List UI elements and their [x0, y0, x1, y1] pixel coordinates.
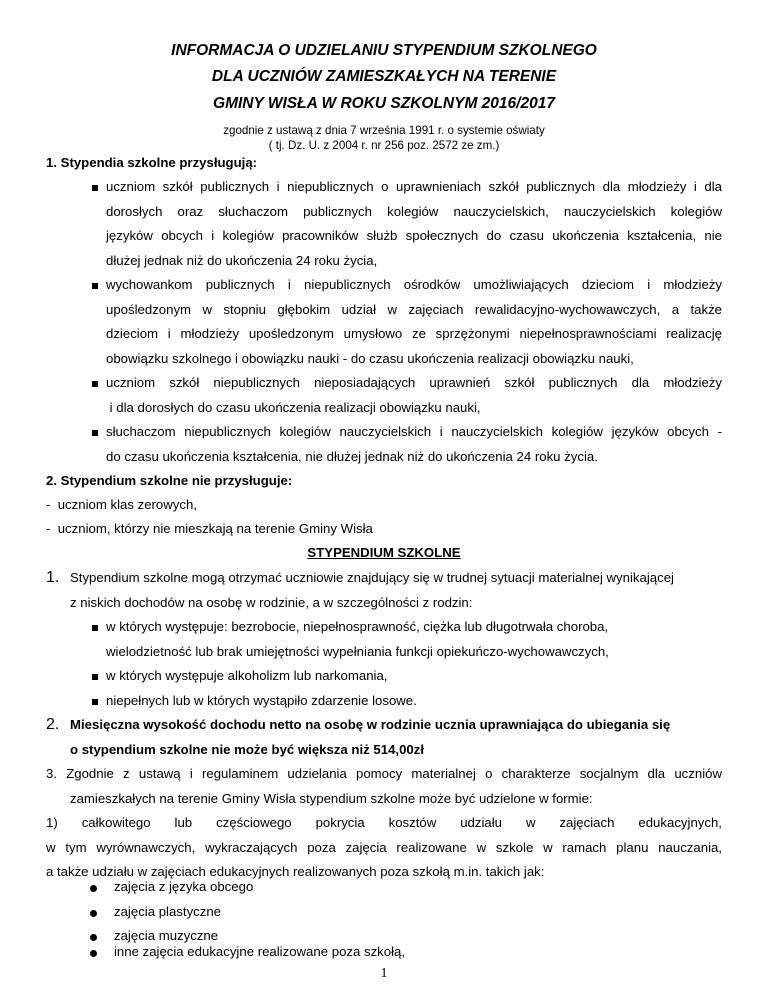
paragraph-3	[46, 762, 722, 885]
list-item-line: w których występuje: bezrobocie, niepełnosprawność, ciężka lub długotrwała choroba,	[106, 619, 609, 634]
square-bullet-icon	[92, 699, 98, 705]
list-item-line: upośledzonym w stopniu głębokim udział w zajęciach rewalidacyjno-wychowawczych, a także	[106, 301, 722, 317]
list-item-line: wielodzietność lub brak umiejętności wypełniania funkcji opiekuńczo-wychowawczych,	[106, 643, 609, 659]
list-item-line: języków obcych i kolegiów pracowników służb społecznych do czasu ukończenia kształcenia, nie	[106, 228, 722, 243]
paragraph1-item-3	[106, 689, 722, 714]
word: edukacyjnych,	[638, 815, 722, 830]
paragraph-line: Stypendium szkolne mogą otrzymać uczniowie znajdujący się w trudnej sytuacji materialnej wynikającej	[70, 570, 674, 585]
section1-item-3	[106, 371, 722, 420]
paragraph-line: Miesięczna wysokość dochodu netto na osobę w rodzinie ucznia uprawniająca do ubiegania się	[70, 717, 671, 732]
word: całkowitego	[81, 815, 151, 830]
subtitle-line-2: ( tj. Dz. U. z 2004 r. nr 256 poz. 2572 ze zm.)	[268, 139, 500, 152]
square-bullet-icon	[92, 625, 98, 631]
section2-item: - uczniom klas zerowych,	[46, 497, 197, 512]
word: pokrycia	[315, 815, 365, 830]
paragraph-line: z niskich dochodów na osobę w rodzinie, a w szczególności z rodzin:	[70, 594, 473, 610]
word: częściowego	[216, 815, 292, 830]
paragraph-line: w tym wyrównawczych, wykraczających poza zajęcia realizowane w szkole w ramach planu nauczania,	[46, 839, 722, 855]
square-bullet-icon	[92, 185, 98, 191]
list-item-line: obowiązku szkolnego i obowiązku nauki - do czasu ukończenia realizacji obowiązku nauki,	[106, 350, 634, 366]
list-item: zajęcia muzyczne	[114, 928, 219, 943]
subtitle	[0, 123, 768, 153]
title-line-3: GMINY WISŁA W ROKU SZKOLNYM 2016/2017	[213, 95, 555, 112]
round-bullet-icon	[90, 950, 97, 957]
word: zajęciach	[559, 815, 615, 830]
paragraph1-item-2	[106, 664, 722, 689]
title-line-1: INFORMACJA O UDZIELANIU STYPENDIUM SZKOLNEGO	[171, 42, 597, 59]
list-item-line: słuchaczom niepublicznych kolegiów nauczycielskich i nauczycielskich kolegiów języków obcych -	[106, 424, 722, 439]
list-item-line: uczniom szkół publicznych i niepublicznych o uprawnieniach szkół publicznych dla młodzieży i dla	[106, 179, 722, 194]
square-bullet-icon	[92, 283, 98, 289]
list-item-line: i dla dorosłych do czasu ukończenia realizacji obowiązku nauki,	[106, 399, 481, 415]
paragraph-line: a także udziału w zajęciach edukacyjnych realizowanych poza szkołą m.in. takich jak:	[46, 864, 545, 879]
list-item-line: do czasu ukończenia kształcenia, nie dłużej jednak niż do ukończenia 24 roku życia.	[106, 448, 598, 464]
list-item: zajęcia plastyczne	[114, 904, 222, 919]
list-item: inne zajęcia edukacyjne realizowane poza szkołą,	[114, 944, 406, 959]
paragraph-line: o stypendium szkolne nie może być większa niż 514,00zł	[70, 741, 424, 757]
section1-item-1	[106, 175, 722, 273]
word: 1)	[46, 815, 58, 830]
word: w	[525, 815, 536, 830]
title-line-2: DLA UCZNIÓW ZAMIESZKAŁYCH NA TERENIE	[211, 68, 557, 85]
word: lub	[174, 815, 193, 830]
paragraph-line-spread	[46, 811, 722, 836]
round-bullet-icon	[90, 885, 97, 892]
list-item-line: dzieciom i młodzieży upośledzonym umysłowo ze sprzężonymi niepełnosprawnościami realizację	[106, 326, 722, 341]
subtitle-line-1: zgodnie z ustawą z dnia 7 września 1991 r. o systemie oświaty	[223, 124, 545, 137]
square-bullet-icon	[92, 381, 98, 387]
paragraph1-item-1	[106, 615, 722, 664]
list-item-line: wychowankom publicznych i niepublicznych ośrodków umożliwiających dzieciom i młodzieży	[106, 277, 722, 292]
section1-item-4	[106, 420, 722, 469]
paragraph-number: 2.	[46, 716, 60, 733]
section2-item: - uczniom, którzy nie mieszkają na terenie Gminy Wisła	[46, 521, 373, 536]
square-bullet-icon	[92, 674, 98, 680]
paragraph-1	[70, 566, 722, 615]
round-bullet-icon	[90, 910, 97, 917]
paragraph-number: 1.	[46, 569, 60, 586]
list-item-line: uczniom szkół niepublicznych nieposiadających uprawnień szkół publicznych dla młodzieży	[106, 375, 722, 390]
section1-item-2	[106, 273, 722, 371]
list-item-line: dłużej jednak niż do ukończenia 24 roku życia,	[106, 252, 378, 268]
list-item-line: dorosłych oraz słuchaczom publicznych kolegiów nauczycielskich, nauczycielskich kolegiów	[106, 203, 722, 219]
page-number: 1	[380, 966, 388, 981]
paragraph-2	[70, 713, 722, 762]
list-item-line: w których występuje alkoholizm lub narkomania,	[106, 668, 388, 683]
list-item: zajęcia z języka obcego	[114, 879, 254, 894]
word: kosztów	[388, 815, 437, 830]
paragraph-line: 3. Zgodnie z ustawą i regulaminem udzielania pomocy materialnej o charakterze socjalnym dla uczniów	[46, 766, 722, 781]
round-bullet-icon	[90, 934, 97, 941]
list-item-line: niepełnych lub w których wystąpiło zdarzenie losowe.	[106, 693, 417, 708]
word: udziału	[460, 815, 503, 830]
section2-heading: 2. Stypendium szkolne nie przysługuje:	[46, 473, 293, 488]
section1-heading: 1. Stypendia szkolne przysługują:	[46, 155, 258, 170]
stypendium-heading: STYPENDIUM SZKOLNE	[307, 545, 461, 560]
paragraph-line: zamieszkałych na terenie Gminy Wisła stypendium szkolne może być udzielone w formie:	[70, 790, 593, 806]
square-bullet-icon	[92, 430, 98, 436]
